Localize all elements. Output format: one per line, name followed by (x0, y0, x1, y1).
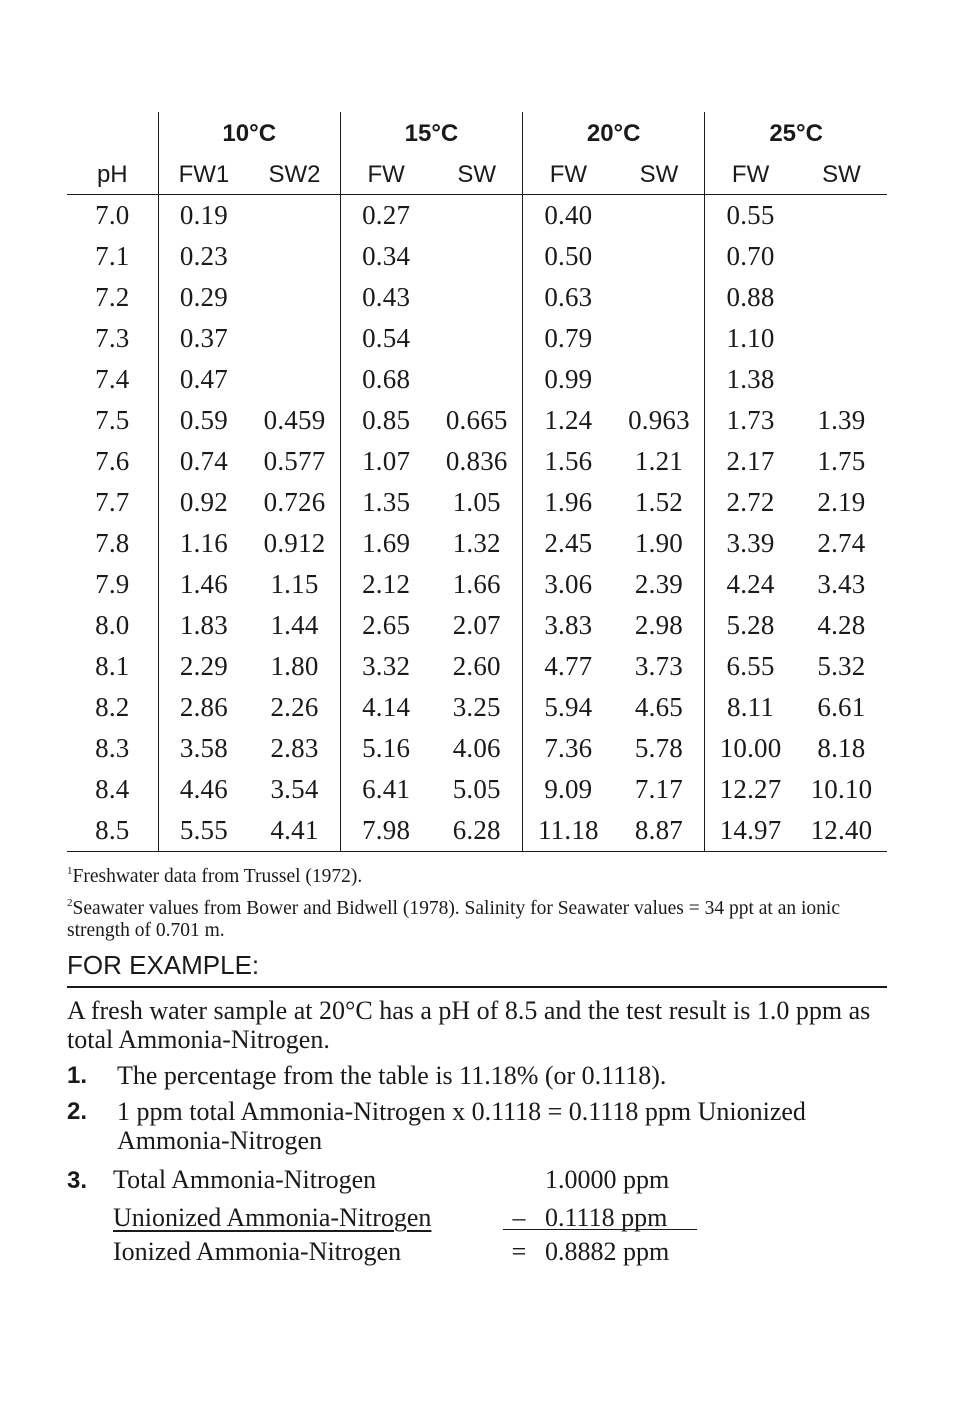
table-row (67, 359, 887, 400)
fw-value-cell: 8.11 (705, 687, 796, 728)
fw-value-cell: 2.65 (340, 605, 431, 646)
fw-value-cell: 0.54 (340, 318, 431, 359)
temp-header-25c: 25°C (705, 112, 887, 156)
fw-value-cell: 0.43 (340, 277, 431, 318)
sw-value-cell: 1.66 (452, 569, 501, 599)
sw-value-cell: 6.28 (431, 810, 522, 852)
sw-value-cell: 3.54 (270, 774, 319, 804)
fw-value-cell: 1.96 (523, 482, 614, 523)
sw-value-cell: 1.15 (270, 569, 319, 599)
temperature-header-row (67, 112, 887, 156)
table-row (67, 646, 887, 687)
fw-value-cell: 0.47 (158, 359, 249, 400)
fw-value-cell: 0.92 (158, 482, 249, 523)
calc-label-ionized: Ionized Ammonia-Nitrogen (113, 1237, 402, 1266)
sw-value-cell: 1.52 (634, 487, 683, 517)
fw-value-cell: 0.74 (158, 441, 249, 482)
sw-value-cell (614, 195, 705, 237)
sw-value-cell (249, 359, 340, 400)
sw-value-cell: 1.44 (270, 610, 319, 640)
sum-rule (503, 1229, 697, 1230)
sw-value-cell: 2.19 (817, 487, 866, 517)
fw-value-cell: 0.40 (523, 195, 614, 237)
sw-value-cell: 6.61 (817, 692, 866, 722)
sw-value-cell: 3.73 (634, 651, 683, 681)
table-row (67, 523, 887, 564)
step-text: 1 ppm total Ammonia-Nitrogen x 0.1118 = 0.1118 ppm Unionized Ammonia-Nitrogen (117, 1097, 806, 1155)
sw-value-cell: 2.83 (270, 733, 319, 763)
sw-value-cell: 2.60 (452, 651, 501, 681)
fw-value-cell: 2.72 (705, 482, 796, 523)
sw-value-cell: 1.05 (452, 487, 501, 517)
calc-value-total: 1.0000 ppm (545, 1165, 670, 1194)
fw-value-cell: 11.18 (523, 810, 614, 852)
fw-value-cell: 5.94 (523, 687, 614, 728)
fw-value-cell: 1.38 (705, 359, 796, 400)
table-row (67, 605, 887, 646)
ammonia-percentage-table (67, 112, 887, 852)
calc-label-total: Total Ammonia-Nitrogen (113, 1165, 377, 1194)
table-row (67, 441, 887, 482)
sw-value-cell: 5.05 (452, 774, 501, 804)
water-type-header-row (67, 156, 887, 195)
sw-value-cell: 3.25 (452, 692, 501, 722)
fw-value-cell: 0.37 (158, 318, 249, 359)
footnote-seawater (67, 892, 887, 942)
subheader-sw: SW (796, 156, 887, 195)
footnote-freshwater (67, 860, 887, 888)
fw-value-cell: 3.83 (523, 605, 614, 646)
table-header (67, 112, 887, 195)
calc-value-unionized: 0.1118 ppm (545, 1203, 668, 1232)
step-text: The percentage from the table is 11.18% (or 0.1118). (117, 1061, 667, 1090)
table-row (67, 769, 887, 810)
fw-value-cell: 5.16 (340, 728, 431, 769)
sw-value-cell (614, 318, 705, 359)
sw-value-cell: 3.43 (817, 569, 866, 599)
sw-value-cell: 8.18 (817, 733, 866, 763)
table-row (67, 687, 887, 728)
sw-value-cell: 5.78 (634, 733, 683, 763)
ph-cell: 7.9 (95, 569, 130, 599)
sw-value-cell: 1.32 (452, 528, 501, 558)
ph-cell: 8.1 (95, 651, 130, 681)
fw-value-cell: 1.73 (705, 400, 796, 441)
ph-cell: 7.7 (95, 487, 130, 517)
fw-value-cell: 6.41 (340, 769, 431, 810)
ph-cell: 8.0 (95, 610, 130, 640)
sw-value-cell: 2.74 (817, 528, 866, 558)
sw-value-cell: 4.28 (817, 610, 866, 640)
footnote-text: Freshwater data from Trussel (1972). (72, 866, 363, 887)
sw-value-cell: 5.32 (817, 651, 866, 681)
ph-cell: 7.6 (95, 446, 130, 476)
step-number: 2. (67, 1098, 88, 1125)
fw-value-cell: 14.97 (705, 810, 796, 852)
fw-value-cell: 0.63 (523, 277, 614, 318)
ph-cell: 7.2 (95, 282, 130, 312)
fw-value-cell: 4.46 (158, 769, 249, 810)
ph-header-spacer (67, 112, 158, 156)
fw-value-cell: 10.00 (705, 728, 796, 769)
fw-value-cell: 1.56 (523, 441, 614, 482)
example-heading: FOR EXAMPLE: (67, 950, 887, 988)
step-number: 3. (67, 1167, 88, 1194)
sw-value-cell (796, 236, 887, 277)
ph-cell: 7.1 (95, 241, 130, 271)
table-row (67, 810, 887, 852)
ph-cell: 8.3 (95, 733, 130, 763)
sw-value-cell: 4.65 (634, 692, 683, 722)
calc-operator-equals: = (511, 1237, 527, 1266)
sw-value-cell: 0.577 (263, 446, 326, 476)
temp-header-10c: 10°C (158, 112, 340, 156)
fw-value-cell: 0.50 (523, 236, 614, 277)
sw-value-cell: 2.26 (270, 692, 319, 722)
subheader-fw: FW (340, 156, 431, 195)
fw-value-cell: 1.16 (158, 523, 249, 564)
table-row (67, 236, 887, 277)
table-row (67, 728, 887, 769)
ph-cell: 7.5 (95, 405, 130, 435)
fw-value-cell: 1.10 (705, 318, 796, 359)
sw-value-cell (431, 318, 522, 359)
ph-cell: 7.8 (95, 528, 130, 558)
sw-value-cell: 1.21 (634, 446, 683, 476)
calc-operator-minus: – (512, 1203, 526, 1232)
fw-value-cell: 3.32 (340, 646, 431, 687)
temp-header-20c: 20°C (523, 112, 705, 156)
table-row (67, 195, 887, 237)
fw-value-cell: 3.58 (158, 728, 249, 769)
calc-label-unionized: Unionized Ammonia-Nitrogen (113, 1203, 432, 1232)
fw-value-cell: 12.27 (705, 769, 796, 810)
subheader-sw: SW (614, 156, 705, 195)
fw-value-cell: 0.19 (158, 195, 249, 237)
table-row (67, 318, 887, 359)
sw-value-cell: 2.98 (634, 610, 683, 640)
fw-value-cell: 0.68 (340, 359, 431, 400)
temp-header-15c: 15°C (340, 112, 522, 156)
ph-header: pH (67, 156, 158, 195)
fw-value-cell: 3.39 (705, 523, 796, 564)
fw-value-cell: 4.24 (705, 564, 796, 605)
table-row (67, 400, 887, 441)
fw-value-cell: 1.83 (158, 605, 249, 646)
ph-cell: 7.0 (95, 200, 130, 230)
sw-value-cell: 0.726 (263, 487, 326, 517)
fw-value-cell: 0.99 (523, 359, 614, 400)
example-step-3-calculation (67, 1165, 887, 1275)
sw-value-cell (431, 277, 522, 318)
subheader-fw: FW (705, 156, 796, 195)
fw-value-cell: 0.34 (340, 236, 431, 277)
fw-value-cell: 0.29 (158, 277, 249, 318)
sw-value-cell: 0.459 (263, 405, 326, 435)
sw-value-cell (796, 359, 887, 400)
fw-value-cell: 9.09 (523, 769, 614, 810)
footnote-text: Seawater values from Bower and Bidwell (1978). Salinity for Seawater values = 34 ppt at an ionic strength of 0.701 m. (67, 898, 840, 941)
fw-value-cell: 6.55 (705, 646, 796, 687)
fw-value-cell: 5.55 (158, 810, 249, 852)
fw-value-cell: 2.45 (523, 523, 614, 564)
sw-value-cell (796, 277, 887, 318)
fw-value-cell: 0.88 (705, 277, 796, 318)
table-row (67, 482, 887, 523)
sw-value-cell: 0.963 (628, 405, 690, 435)
subheader-fw: FW1 (158, 156, 249, 195)
fw-value-cell: 7.98 (340, 810, 431, 852)
fw-value-cell: 3.06 (523, 564, 614, 605)
ph-cell: 8.4 (95, 774, 130, 804)
fw-value-cell: 1.46 (158, 564, 249, 605)
sw-value-cell: 0.836 (445, 446, 508, 476)
fw-value-cell: 0.79 (523, 318, 614, 359)
footnote-mark: 2 (67, 897, 73, 909)
fw-value-cell: 0.27 (340, 195, 431, 237)
table-row (67, 277, 887, 318)
sw-value-cell: 1.80 (270, 651, 319, 681)
fw-value-cell: 7.36 (523, 728, 614, 769)
sw-value-cell: 12.40 (796, 810, 887, 852)
subheader-sw: SW2 (249, 156, 340, 195)
sw-value-cell (614, 359, 705, 400)
sw-value-cell (249, 277, 340, 318)
sw-value-cell: 2.07 (452, 610, 501, 640)
sw-value-cell (614, 236, 705, 277)
step-number: 1. (67, 1062, 88, 1089)
sw-value-cell (796, 318, 887, 359)
sw-value-cell: 7.17 (634, 774, 683, 804)
fw-value-cell: 2.17 (705, 441, 796, 482)
sw-value-cell (249, 318, 340, 359)
sw-value-cell (431, 359, 522, 400)
fw-value-cell: 0.55 (705, 195, 796, 237)
fw-value-cell: 1.07 (340, 441, 431, 482)
table-body (67, 195, 887, 852)
sw-value-cell (796, 195, 887, 237)
fw-value-cell: 2.86 (158, 687, 249, 728)
ph-cell: 7.4 (95, 364, 130, 394)
sw-value-cell (431, 195, 522, 237)
table-row (67, 564, 887, 605)
fw-value-cell: 1.69 (340, 523, 431, 564)
sw-value-cell (249, 195, 340, 237)
fw-value-cell: 2.29 (158, 646, 249, 687)
fw-value-cell: 0.70 (705, 236, 796, 277)
sw-value-cell: 0.912 (263, 528, 326, 558)
fw-value-cell: 0.85 (340, 400, 431, 441)
subheader-sw: SW (431, 156, 522, 195)
fw-value-cell: 2.12 (340, 564, 431, 605)
ph-cell: 7.3 (95, 323, 130, 353)
sw-value-cell: 1.75 (817, 446, 866, 476)
fw-value-cell: 0.59 (158, 400, 249, 441)
sw-value-cell (249, 236, 340, 277)
ph-cell: 8.2 (95, 692, 130, 722)
fw-value-cell: 4.14 (340, 687, 431, 728)
sw-value-cell: 1.39 (817, 405, 866, 435)
fw-value-cell: 5.28 (705, 605, 796, 646)
ph-cell: 8.5 (67, 810, 158, 852)
fw-value-cell: 1.35 (340, 482, 431, 523)
footnote-mark: 1 (67, 865, 73, 877)
calc-value-ionized: 0.8882 ppm (545, 1237, 670, 1266)
sw-value-cell: 0.665 (445, 405, 508, 435)
fw-value-cell: 1.24 (523, 400, 614, 441)
sw-value-cell: 1.90 (634, 528, 683, 558)
sw-value-cell: 10.10 (810, 774, 873, 804)
subheader-fw: FW (523, 156, 614, 195)
fw-value-cell: 4.77 (523, 646, 614, 687)
sw-value-cell (614, 277, 705, 318)
sw-value-cell: 8.87 (614, 810, 705, 852)
sw-value-cell: 2.39 (634, 569, 683, 599)
fw-value-cell: 0.23 (158, 236, 249, 277)
sw-value-cell: 4.41 (249, 810, 340, 852)
example-intro: A fresh water sample at 20°C has a pH of 8.5 and the test result is 1.0 ppm as total Ammonia-Nitrogen. (67, 996, 871, 1054)
sw-value-cell: 4.06 (452, 733, 501, 763)
sw-value-cell (431, 236, 522, 277)
